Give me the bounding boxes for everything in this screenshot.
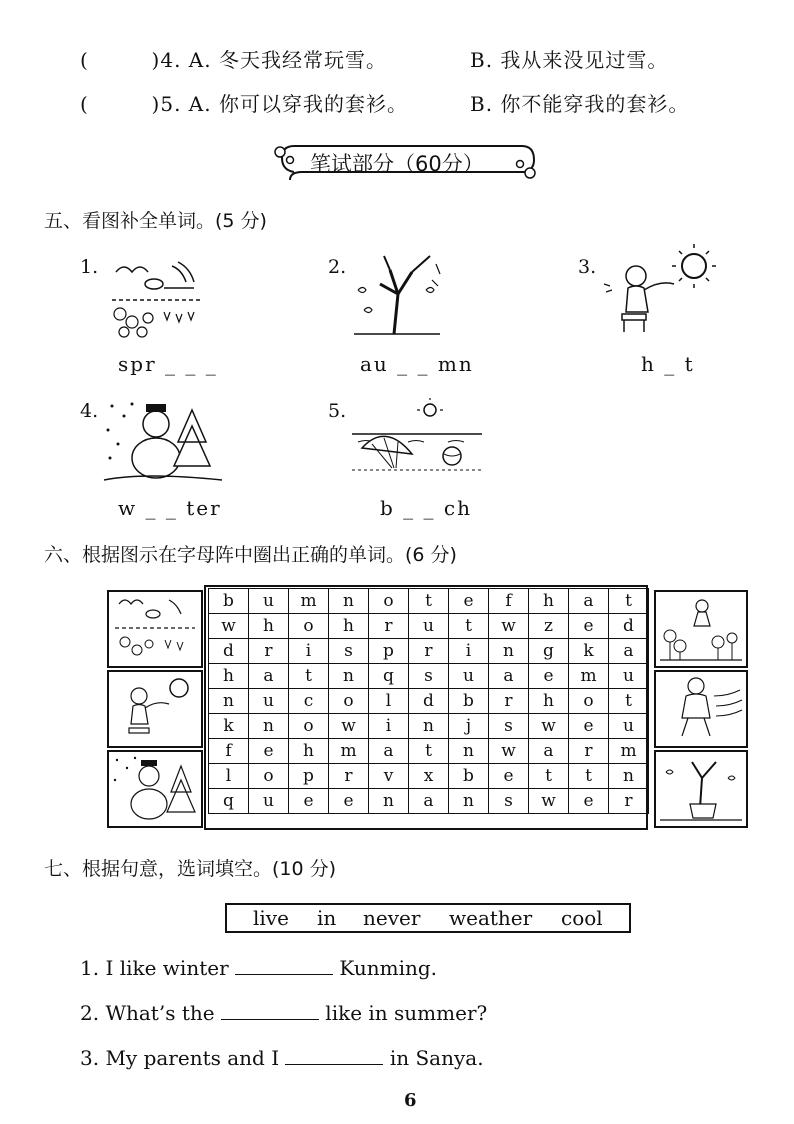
grid-letter[interactable]: k [209,714,249,739]
written-section-banner [272,140,537,184]
grid-letter[interactable]: r [249,639,289,664]
grid-letter[interactable]: n [409,714,449,739]
grid-letter[interactable]: s [489,714,529,739]
grid-letter[interactable]: n [249,714,289,739]
grid-letter[interactable]: a [569,589,609,614]
warm-girl-flowers-picture [656,592,746,666]
word-bank-item: in [317,906,337,930]
cold-wind-boy-picture [656,672,746,746]
grid-letter[interactable]: m [329,739,369,764]
word-bank-item: live [253,906,289,930]
item-number: 4. [80,400,99,422]
grid-letter[interactable]: k [569,639,609,664]
grid-letter[interactable]: w [209,614,249,639]
page-number: 6 [404,1090,417,1111]
answer-paren-close: ) [151,48,161,72]
grid-letter[interactable]: h [209,664,249,689]
section6-title: 六、根据图示在字母阵中圈出正确的单词。(6 分) [44,544,457,566]
grid-letter[interactable]: r [609,789,649,814]
grid-letter[interactable]: d [609,614,649,639]
hot-picture-box [107,670,203,748]
grid-letter[interactable]: c [289,689,329,714]
sentence-text: like in summer? [325,1001,488,1025]
sentence-text: in Sanya. [389,1046,484,1070]
spring-picture-box [107,590,203,668]
grid-letter[interactable]: n [369,789,409,814]
grid-letter[interactable]: d [409,689,449,714]
grid-letter[interactable]: a [609,639,649,664]
grid-letter[interactable]: o [329,689,369,714]
option-b: B. 你不能穿我的套衫。 [470,92,690,116]
grid-letter[interactable]: p [369,639,409,664]
grid-letter[interactable]: u [449,664,489,689]
grid-letter[interactable]: w [329,714,369,739]
hot-sun-boy-picture [598,244,722,336]
option-b: B. 我从来没见过雪。 [470,48,669,72]
grid-letter[interactable]: r [489,689,529,714]
grid-letter[interactable]: w [489,739,529,764]
sentence-text: 2. What’s the [80,1001,215,1025]
fill-word[interactable]: w _ _ ter [118,496,222,520]
banner-title: 笔试部分（60分） [310,152,484,176]
grid-letter[interactable]: a [369,739,409,764]
grid-letter[interactable]: o [569,689,609,714]
grid-row [209,714,649,739]
option-a: A. 你可以穿我的套衫。 [188,92,408,116]
grid-letter[interactable]: e [529,664,569,689]
sentence-text: 3. My parents and I [80,1046,280,1070]
grid-letter[interactable]: i [369,714,409,739]
grid-letter[interactable]: p [289,764,329,789]
grid-letter[interactable]: l [369,689,409,714]
grid-letter[interactable]: h [529,689,569,714]
grid-letter[interactable]: t [409,739,449,764]
grid-letter[interactable]: o [289,714,329,739]
item-number: 4. [160,48,182,72]
winter-picture-box [107,750,203,828]
fill-word[interactable]: b _ _ ch [380,496,472,520]
sentence-2 [80,1001,487,1025]
warm-picture-box [654,590,748,668]
winter-snowman-picture [102,396,224,486]
grid-letter[interactable]: b [449,764,489,789]
grid-letter[interactable]: v [369,764,409,789]
autumn-tree-picture [350,250,442,338]
grid-letter[interactable]: r [409,639,449,664]
autumn-picture-box [654,750,748,828]
grid-letter[interactable]: a [249,664,289,689]
grid-letter[interactable]: e [249,739,289,764]
option-a: A. 冬天我经常玩雪。 [188,48,387,72]
grid-letter[interactable]: u [409,614,449,639]
grid-letter[interactable]: o [369,589,409,614]
grid-letter[interactable]: t [449,614,489,639]
grid-letter[interactable]: h [289,739,329,764]
cold-picture-box [654,670,748,748]
section7-title: 七、根据句意，选词填空。(10 分) [44,858,337,880]
grid-letter[interactable]: w [529,789,569,814]
spring-flowers-birds-picture [102,252,207,344]
item-number: 1. [80,256,99,278]
grid-letter[interactable]: w [529,714,569,739]
grid-letter[interactable]: n [209,689,249,714]
fill-word[interactable]: h _ t [641,352,695,376]
sentence-text: 1. I like winter [80,956,229,980]
grid-letter[interactable]: u [609,664,649,689]
grid-letter[interactable]: a [409,789,449,814]
grid-letter[interactable]: g [529,639,569,664]
grid-letter[interactable]: d [209,639,249,664]
grid-letter[interactable]: u [249,589,289,614]
grid-letter[interactable]: h [329,614,369,639]
grid-letter[interactable]: t [289,664,329,689]
beach-umbrella-picture [348,398,488,476]
answer-paren-open: ( [80,92,89,116]
sentence-3 [80,1046,484,1070]
grid-letter[interactable]: t [529,764,569,789]
grid-letter[interactable]: f [489,589,529,614]
grid-letter[interactable]: m [609,739,649,764]
grid-letter[interactable]: h [249,614,289,639]
winter-snowman-picture [109,752,201,826]
hot-sun-boy-picture [109,672,201,746]
grid-row [209,589,649,614]
answer-blank[interactable] [285,1046,383,1065]
item-number: 3. [578,256,597,278]
sentence-text: Kunming. [339,956,438,980]
fill-word[interactable]: spr _ _ _ [118,352,218,376]
word-bank-item: never [363,906,421,930]
grid-letter[interactable]: e [569,614,609,639]
grid-letter[interactable]: f [209,739,249,764]
word-bank-item: weather [449,906,533,930]
fill-word[interactable]: au _ _ mn [360,352,474,376]
grid-letter[interactable]: n [449,739,489,764]
grid-letter[interactable]: z [529,614,569,639]
grid-letter[interactable]: i [289,639,329,664]
grid-letter[interactable]: w [489,614,529,639]
grid-letter[interactable]: t [569,764,609,789]
grid-row [209,614,649,639]
grid-letter[interactable]: o [249,764,289,789]
grid-letter[interactable]: a [489,664,529,689]
item-number: 5. [328,400,347,422]
grid-letter[interactable]: m [289,589,329,614]
grid-letter[interactable]: j [449,714,489,739]
grid-letter[interactable]: b [449,689,489,714]
grid-letter[interactable]: e [489,764,529,789]
listening-item-4 [80,44,387,73]
grid-letter[interactable]: e [569,714,609,739]
grid-letter[interactable]: s [489,789,529,814]
section5-title: 五、看图补全单词。(5 分) [44,210,267,232]
grid-letter[interactable]: n [329,664,369,689]
grid-letter[interactable]: u [609,714,649,739]
answer-blank[interactable] [221,1001,319,1020]
grid-letter[interactable]: e [449,589,489,614]
grid-letter[interactable]: n [329,589,369,614]
letter-grid[interactable] [208,588,649,814]
grid-row [209,639,649,664]
grid-letter[interactable]: r [369,614,409,639]
grid-letter[interactable]: e [569,789,609,814]
grid-letter[interactable]: r [569,739,609,764]
grid-letter[interactable]: u [249,689,289,714]
grid-letter[interactable]: i [449,639,489,664]
grid-letter[interactable]: e [329,789,369,814]
grid-letter[interactable]: t [409,589,449,614]
word-bank-item: cool [561,906,603,930]
grid-row [209,739,649,764]
grid-letter[interactable]: o [289,614,329,639]
grid-letter[interactable]: t [609,589,649,614]
grid-letter[interactable]: h [529,589,569,614]
grid-letter[interactable]: q [209,789,249,814]
grid-letter[interactable]: l [209,764,249,789]
word-bank [225,903,631,933]
listening-item-5 [80,88,408,117]
grid-row [209,789,649,814]
grid-row [209,664,649,689]
grid-letter[interactable]: e [289,789,329,814]
grid-letter[interactable]: r [329,764,369,789]
item-number: 2. [328,256,347,278]
answer-paren-close: ) [151,92,161,116]
grid-letter[interactable]: n [609,764,649,789]
grid-letter[interactable]: s [409,664,449,689]
answer-blank[interactable] [235,956,333,975]
spring-flowers-birds-picture [109,592,201,666]
grid-letter[interactable]: n [449,789,489,814]
grid-row [209,764,649,789]
grid-letter[interactable]: s [329,639,369,664]
answer-paren-open: ( [80,48,89,72]
grid-letter[interactable]: n [489,639,529,664]
autumn-tree-basket-picture [656,752,746,826]
grid-row [209,689,649,714]
grid-letter[interactable]: t [609,689,649,714]
grid-letter[interactable]: b [209,589,249,614]
grid-letter[interactable]: a [529,739,569,764]
sentence-1 [80,956,437,980]
grid-letter[interactable]: m [569,664,609,689]
grid-letter[interactable]: x [409,764,449,789]
grid-letter[interactable]: u [249,789,289,814]
grid-letter[interactable]: q [369,664,409,689]
item-number: 5. [160,92,182,116]
